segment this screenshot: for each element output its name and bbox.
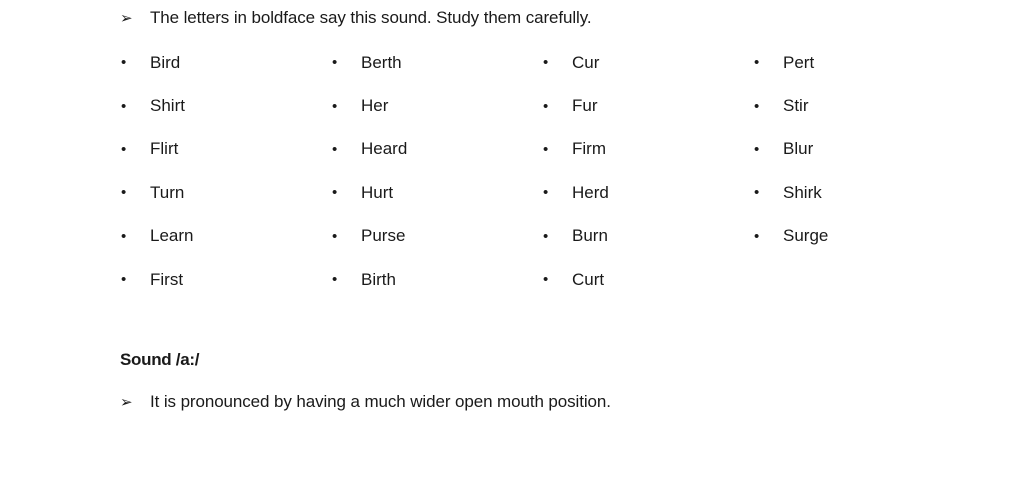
list-item — [331, 41, 531, 84]
dot-bullet-icon: • — [543, 271, 549, 289]
arrow-bullet-icon: ➢ — [120, 10, 133, 27]
list-item — [331, 84, 531, 127]
word-text: Hurt — [361, 182, 394, 202]
dot-bullet-icon: • — [121, 184, 127, 202]
word-text: Heard — [361, 139, 408, 159]
dot-bullet-icon: • — [332, 184, 338, 202]
word-text: Berth — [361, 52, 402, 72]
list-item — [542, 171, 742, 214]
list-item — [120, 128, 320, 171]
list-item — [331, 215, 531, 258]
dot-bullet-icon: • — [754, 184, 760, 202]
pronunciation-note — [120, 392, 611, 412]
dot-bullet-icon: • — [543, 140, 549, 158]
dot-bullet-icon: • — [754, 97, 760, 115]
word-column-1 — [120, 50, 320, 310]
word-text: Herd — [572, 182, 609, 202]
word-text: Stir — [783, 96, 809, 116]
dot-bullet-icon: • — [121, 227, 127, 245]
list-item — [120, 84, 320, 127]
list-item — [753, 41, 953, 84]
intro-instruction — [120, 8, 591, 28]
dot-bullet-icon: • — [754, 227, 760, 245]
word-text: Fur — [572, 96, 598, 116]
word-column-4 — [753, 50, 953, 267]
word-text: Her — [361, 96, 389, 116]
list-item — [120, 215, 320, 258]
dot-bullet-icon: • — [332, 271, 338, 289]
word-text: Curt — [572, 269, 605, 289]
word-text: Bird — [150, 52, 181, 72]
list-item — [120, 171, 320, 214]
dot-bullet-icon: • — [543, 184, 549, 202]
dot-bullet-icon: • — [543, 54, 549, 72]
list-item — [753, 84, 953, 127]
list-item — [120, 258, 320, 301]
word-text: First — [150, 269, 184, 289]
list-item — [542, 41, 742, 84]
list-item — [753, 128, 953, 171]
list-item — [331, 258, 531, 301]
dot-bullet-icon: • — [121, 54, 127, 72]
word-text: Pert — [783, 52, 815, 72]
dot-bullet-icon: • — [332, 227, 338, 245]
word-text: Burn — [572, 226, 608, 246]
list-item — [331, 128, 531, 171]
word-text: Flirt — [150, 139, 179, 159]
dot-bullet-icon: • — [543, 97, 549, 115]
list-item — [331, 171, 531, 214]
list-item — [542, 215, 742, 258]
dot-bullet-icon: • — [121, 97, 127, 115]
note-text: It is pronounced by having a much wider open mouth position. — [150, 392, 611, 411]
dot-bullet-icon: • — [332, 54, 338, 72]
word-text: Shirk — [783, 182, 822, 202]
section-heading: Sound /a:/ — [120, 350, 200, 369]
list-item — [542, 84, 742, 127]
word-text: Learn — [150, 226, 194, 246]
word-text: Surge — [783, 226, 829, 246]
word-text: Shirt — [150, 96, 185, 116]
word-text: Cur — [572, 52, 600, 72]
word-column-3 — [542, 50, 742, 310]
word-list-grid — [120, 50, 970, 310]
word-text: Turn — [150, 182, 185, 202]
word-text: Purse — [361, 226, 406, 246]
list-item — [542, 258, 742, 301]
dot-bullet-icon: • — [754, 54, 760, 72]
list-item — [542, 128, 742, 171]
dot-bullet-icon: • — [121, 140, 127, 158]
word-text: Birth — [361, 269, 396, 289]
arrow-bullet-icon: ➢ — [120, 394, 133, 411]
word-text: Blur — [783, 139, 814, 159]
intro-text: The letters in boldface say this sound. Study them carefully. — [150, 8, 592, 27]
dot-bullet-icon: • — [332, 97, 338, 115]
dot-bullet-icon: • — [121, 271, 127, 289]
dot-bullet-icon: • — [543, 227, 549, 245]
word-text: Firm — [572, 139, 606, 159]
dot-bullet-icon: • — [754, 140, 760, 158]
list-item — [753, 171, 953, 214]
word-column-2 — [331, 50, 531, 310]
list-item — [120, 41, 320, 84]
list-item — [753, 215, 953, 258]
dot-bullet-icon: • — [332, 140, 338, 158]
